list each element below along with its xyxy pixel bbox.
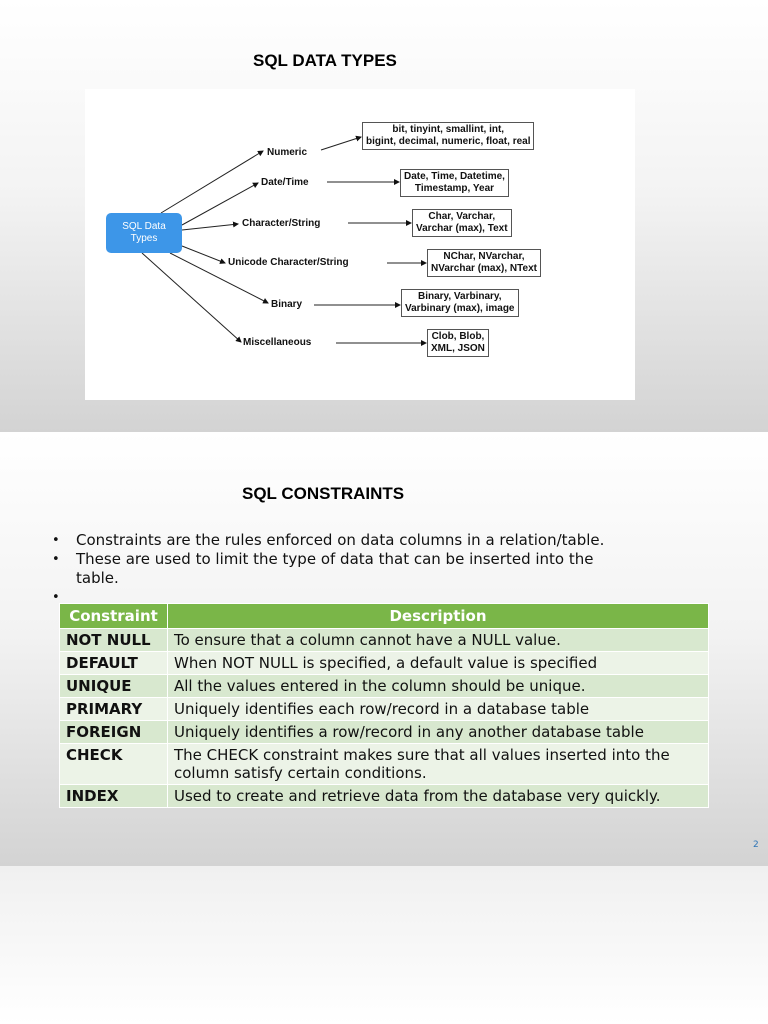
constraint-description: Uniquely identifies a row/record in any another database table — [168, 721, 709, 744]
page-number: 2 — [753, 840, 759, 850]
leaf-line: bit, tinyint, smallint, int, — [392, 124, 505, 135]
constraint-description: Used to create and retrieve data from the database very quickly. — [168, 785, 709, 808]
leaf-line: Date, Time, Datetime, — [404, 171, 505, 182]
constraint-description: All the values entered in the column should be unique. — [168, 675, 709, 698]
branch-label-miscellaneous: Miscellaneous — [243, 337, 312, 348]
bullet-list — [52, 531, 612, 600]
constraint-name: PRIMARY — [60, 698, 168, 721]
table-row — [60, 629, 709, 652]
leaf-line: Timestamp, Year — [414, 183, 495, 194]
constraints-table — [59, 603, 709, 808]
constraint-description: The CHECK constraint makes sure that all values inserted into the column satisfy certain conditions. — [168, 744, 709, 785]
constraint-description: Uniquely identifies each row/record in a database table — [168, 698, 709, 721]
constraint-name: INDEX — [60, 785, 168, 808]
leaf-line: NVarchar (max), NText — [431, 263, 537, 274]
table-row — [60, 744, 709, 785]
leaf-line: XML, JSON — [431, 343, 485, 354]
constraint-name: CHECK — [60, 744, 168, 785]
leaf-box-numeric — [362, 122, 534, 150]
leaf-box-miscellaneous — [427, 329, 489, 357]
constraint-name: FOREIGN — [60, 721, 168, 744]
branch-label-numeric: Numeric — [267, 147, 308, 158]
leaf-box-date-time — [400, 169, 509, 197]
leaf-line: Char, Varchar, — [428, 211, 496, 222]
root-node-line: SQL Data — [122, 221, 166, 232]
table-row — [60, 785, 709, 808]
leaf-line: Varchar (max), Text — [416, 223, 508, 234]
constraint-name: DEFAULT — [60, 652, 168, 675]
leaf-line: Varbinary (max), image — [405, 303, 515, 314]
table-row — [60, 698, 709, 721]
column-header-constraint: Constraint — [60, 604, 168, 629]
leaf-line: Binary, Varbinary, — [417, 291, 502, 302]
table-row — [60, 675, 709, 698]
slide-data-types — [0, 0, 768, 432]
constraint-description: When NOT NULL is specified, a default value is specified — [168, 652, 709, 675]
leaf-box-character-string — [412, 209, 512, 237]
data-types-diagram — [85, 89, 635, 400]
bullet-item: • Constraints are the rules enforced on data columns in a relation/table. — [52, 531, 612, 550]
constraint-name: UNIQUE — [60, 675, 168, 698]
bullet-item-hidden — [52, 588, 612, 600]
table-row — [60, 721, 709, 744]
branch-label-binary: Binary — [271, 299, 303, 310]
table-header-row — [60, 604, 709, 629]
branch-label-date-time: Date/Time — [261, 177, 309, 188]
branch-label-character-string: Character/String — [242, 218, 321, 229]
branch-label-unicode-character-string: Unicode Character/String — [228, 257, 349, 268]
bullet-item: • These are used to limit the type of data that can be inserted into the table. — [52, 550, 612, 588]
empty-area-below-slides — [0, 866, 768, 1024]
column-header-description: Description — [168, 604, 709, 629]
leaf-box-unicode-character-string — [427, 249, 541, 277]
leaf-box-binary — [401, 289, 519, 317]
leaf-line: NChar, NVarchar, — [443, 251, 525, 262]
slide-title: SQL CONSTRAINTS — [242, 484, 405, 503]
constraint-description: To ensure that a column cannot have a NULL value. — [168, 629, 709, 652]
slide-title: SQL DATA TYPES — [253, 51, 397, 70]
leaf-line: Clob, Blob, — [431, 331, 485, 342]
table-row — [60, 652, 709, 675]
constraint-name: NOT NULL — [60, 629, 168, 652]
root-node-sql-data-types — [106, 213, 182, 253]
leaf-line: bigint, decimal, numeric, float, real — [366, 136, 531, 147]
root-node-line: Types — [130, 233, 158, 244]
